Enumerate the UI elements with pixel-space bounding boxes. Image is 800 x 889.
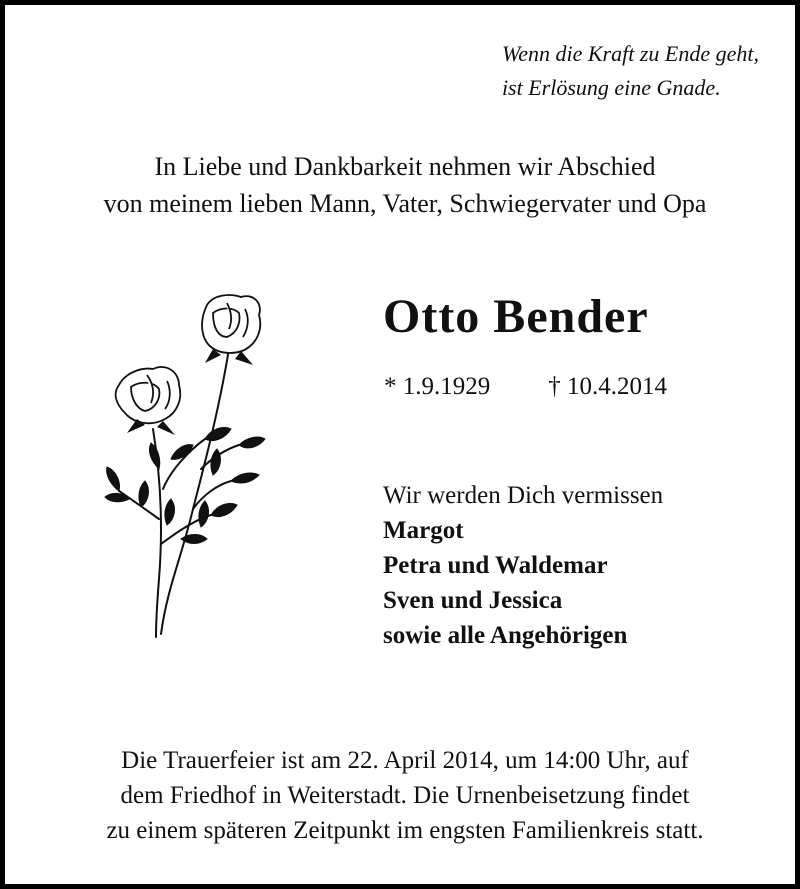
mourner-name: sowie alle Angehörigen (383, 622, 628, 649)
mourners-intro: Wir werden Dich vermissen (383, 482, 664, 509)
mourner-name: Margot (383, 517, 464, 544)
ceremony-line: zu einem späteren Zeitpunkt im engsten Familienkreis statt. (106, 817, 704, 844)
birth-date: * 1.9.1929 (384, 373, 491, 400)
mourner-name: Sven und Jessica (383, 587, 563, 614)
quote-line: Wenn die Kraft zu Ende geht, (501, 41, 759, 66)
deceased-name: Otto Bender (383, 290, 649, 343)
rose-icon (101, 289, 271, 639)
life-dates (384, 373, 667, 401)
epigraph-quote (502, 37, 759, 105)
farewell-intro (5, 148, 800, 222)
death-date: † 10.4.2014 (548, 373, 667, 400)
ceremony-details (5, 743, 800, 848)
ceremony-line: Die Trauerfeier ist am 22. April 2014, um 14:00 Uhr, auf (121, 747, 689, 774)
intro-line: In Liebe und Dankbarkeit nehmen wir Abschied (154, 152, 656, 181)
mourner-name: Petra und Waldemar (383, 552, 608, 579)
mourners-block (383, 478, 663, 653)
intro-line: von meinem lieben Mann, Vater, Schwiegervater und Opa (103, 189, 707, 218)
quote-line: ist Erlösung eine Gnade. (501, 75, 721, 100)
ceremony-line: dem Friedhof in Weiterstadt. Die Urnenbeisetzung findet (120, 782, 690, 809)
